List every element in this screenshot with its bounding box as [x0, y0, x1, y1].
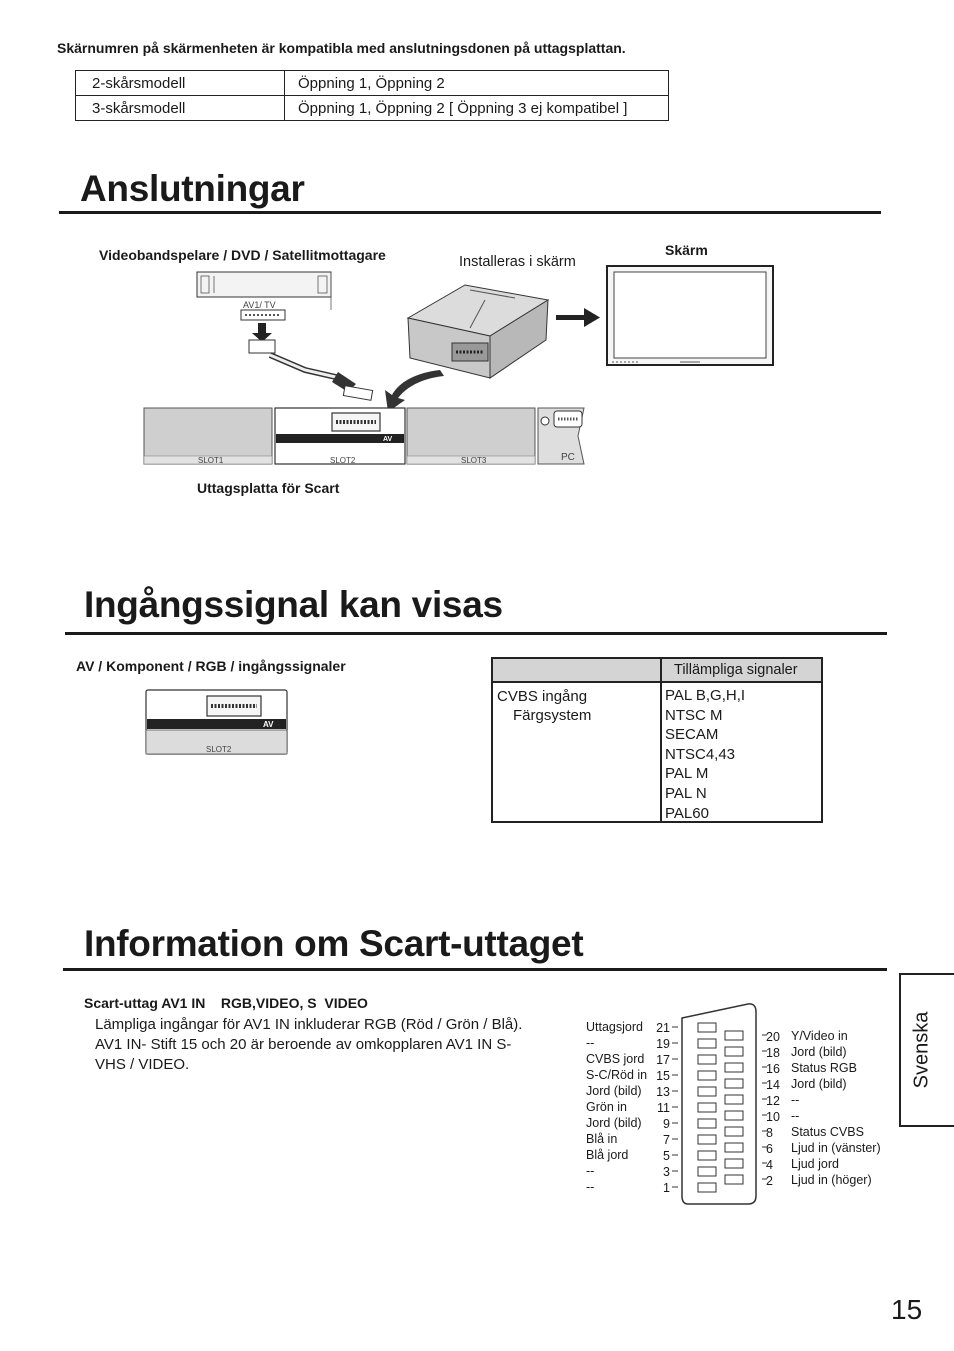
scart-module	[408, 285, 548, 378]
av-label: AV	[263, 720, 274, 729]
left-pin-numbers	[648, 1020, 670, 1196]
plate-label: Uttagsplatta för Scart	[197, 480, 340, 496]
list-item: Y/Video in	[791, 1029, 848, 1043]
list-item: Ljud jord	[791, 1157, 839, 1171]
arrow-down-icon	[252, 323, 272, 342]
list-item: 12	[766, 1094, 780, 1108]
list-item: PAL B,G,H,I	[665, 687, 746, 704]
list-item: 11	[657, 1101, 670, 1115]
section-rule	[63, 968, 887, 971]
list-item: PAL60	[665, 804, 709, 822]
list-item: Ljud in (vänster)	[791, 1141, 881, 1155]
slot2-label: SLOT2	[206, 745, 232, 754]
table-cell: Öppning 1, Öppning 2 [ Öppning 3 ej kompatibel ]	[285, 96, 669, 121]
list-item: 5	[663, 1149, 670, 1163]
list-item: S-C/Röd in	[586, 1068, 648, 1082]
vcr-label: Videobandspelare / DVD / Satellitmottagare	[99, 247, 386, 263]
list-item: 6	[766, 1142, 773, 1156]
list-item: 13	[656, 1085, 670, 1099]
signal-table	[491, 657, 823, 823]
screen-label: Skärm	[665, 242, 708, 258]
list-item: Jord (bild)	[791, 1077, 847, 1091]
list-item: Ljud in (höger)	[791, 1173, 872, 1187]
list-item: PAL M	[665, 765, 709, 783]
list-item: NTSC4,43	[665, 745, 736, 763]
list-item: 8	[766, 1126, 773, 1140]
slot3-label: SLOT3	[461, 456, 487, 465]
install-arrow-icon	[385, 370, 444, 412]
table-cell: Öppning 1, Öppning 2	[285, 71, 669, 96]
pc-label: PC	[561, 452, 575, 463]
right-pin-names	[791, 1028, 881, 1188]
scart-paragraph: Lämpliga ingångar för AV1 IN inkluderar RGB (Röd / Grön / Blå). AV1 IN- Stift 15 och 20 är beroende av omkopplaren AV1 IN S- VHS / VIDEO.	[95, 1016, 523, 1073]
list-item: --	[586, 1164, 595, 1178]
list-item: Status CVBS	[791, 1125, 864, 1139]
display-screen	[607, 266, 773, 365]
list-item: 7	[663, 1133, 670, 1147]
list-item: 18	[766, 1046, 780, 1060]
scart-connector-diagram	[670, 1000, 770, 1210]
section-title-anslutningar: Anslutningar	[80, 168, 305, 209]
section-title-ingang: Ingångssignal kan visas	[84, 584, 503, 625]
list-item: 2	[766, 1174, 773, 1188]
list-item: Jord (bild)	[791, 1045, 847, 1059]
scart-cable	[249, 340, 373, 400]
list-item: --	[586, 1180, 595, 1194]
arrow-right-icon	[556, 308, 600, 327]
list-item: 3	[663, 1165, 670, 1179]
list-item: 9	[663, 1117, 670, 1131]
slot2-label: SLOT2	[330, 456, 356, 465]
list-item: Jord (bild)	[586, 1116, 642, 1130]
list-item: NTSC M	[665, 706, 723, 724]
av-label: AV	[383, 436, 393, 443]
list-item: PAL N	[665, 784, 707, 802]
list-item: Blå jord	[586, 1148, 629, 1162]
language-tab-label: Svenska	[910, 1011, 933, 1089]
list-item: 21	[656, 1021, 670, 1035]
list-item: 4	[766, 1158, 773, 1172]
signal-table-header-label: Tillämpliga signaler	[674, 662, 798, 678]
connection-diagram	[0, 0, 954, 520]
left-pin-names	[586, 1019, 647, 1195]
list-item: --	[791, 1109, 800, 1123]
signal-input-type: CVBS ingång Färgsystem	[497, 688, 592, 724]
list-item: 1	[663, 1181, 670, 1195]
list-item: Jord (bild)	[586, 1084, 642, 1098]
page-number: 15	[891, 1294, 923, 1325]
table-cell: 3-skårsmodell	[76, 96, 285, 121]
list-item: 15	[656, 1069, 670, 1083]
signal-list	[665, 686, 745, 823]
list-item: 19	[656, 1037, 670, 1051]
list-item: 14	[766, 1078, 780, 1092]
slot1-label: SLOT1	[198, 456, 224, 465]
list-item: 10	[766, 1110, 780, 1124]
list-item: 16	[766, 1062, 780, 1076]
vcr-device	[197, 272, 331, 320]
terminal-plate	[144, 408, 584, 465]
list-item: CVBS jord	[586, 1052, 645, 1066]
scart-heading: Scart-uttag AV1 IN RGB,VIDEO, S VIDEO	[84, 995, 368, 1011]
section-title-scart: Information om Scart-uttaget	[84, 923, 584, 964]
intro-text: Skärnumren på skärmenheten är kompatibla med anslutningsdonen på uttagsplattan.	[57, 40, 626, 56]
list-item: 20	[766, 1030, 780, 1044]
list-item: SECAM	[665, 726, 719, 744]
list-item: Uttagsjord	[586, 1020, 643, 1034]
section-rule	[65, 632, 887, 635]
list-item: 17	[656, 1053, 670, 1067]
right-pin-numbers	[766, 1029, 786, 1189]
list-item: Grön in	[586, 1100, 627, 1114]
list-item: Status RGB	[791, 1061, 857, 1075]
av-slot-panel	[140, 686, 295, 758]
list-item: Blå in	[586, 1132, 618, 1146]
input-signals-label: AV / Komponent / RGB / ingångssignaler	[76, 658, 346, 674]
list-item: --	[791, 1093, 800, 1107]
install-label: Installeras i skärm	[459, 254, 576, 270]
av1tv-label: AV1/ TV	[243, 300, 276, 310]
table-cell: 2-skårsmodell	[76, 71, 285, 96]
list-item: --	[586, 1036, 595, 1050]
